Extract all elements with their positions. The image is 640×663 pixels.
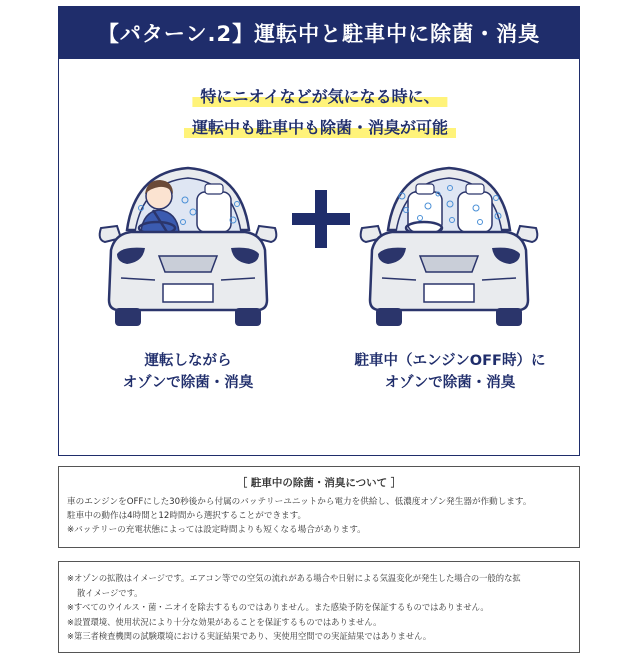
note-line: ※オゾンの拡散はイメージです。エアコン等での空気の流れがある場合や日射による気温変化が発生した場合の一般的な拡 (67, 573, 521, 583)
highlight-text-2: 運転中も駐車中も除菌・消臭が可能 (191, 118, 449, 137)
panel-title: 【パターン.2】運転中と駐車中に除菌・消臭 (97, 22, 541, 46)
parking-info-box (58, 466, 580, 548)
parked-car-icon (358, 160, 540, 332)
highlight-text-1: 特にニオイなどが気になる時に、 (200, 87, 440, 106)
caption-parked (345, 350, 555, 394)
caption-parked-line2: オゾンで除菌・消臭 (384, 375, 516, 391)
info-line: 駐車中の動作は4時間と12時間から選択することができます。 (67, 511, 307, 521)
note-line: ※第三者検査機関の試験環境における実証結果であり、実使用空間での実証結果ではありません。 (67, 631, 432, 641)
panel-header (59, 7, 579, 59)
caption-driving-line2: オゾンで除菌・消臭 (122, 375, 254, 391)
highlight-line-2 (192, 115, 448, 138)
plus-icon (290, 188, 352, 250)
car-with-driver-icon (97, 160, 279, 332)
info-line: 車のエンジンをOFFにした30秒後から付属のバッテリーユニットから電力を供給し、低濃度オゾン発生器が作動します。 (67, 497, 532, 507)
caption-parked-line1: 駐車中（エンジンOFF時）に (354, 353, 546, 369)
note-line: ※すべてのウイルス・菌・ニオイを除去するものではありません。また感染予防を保証するものではありません。 (67, 602, 489, 612)
note-line: ※設置環境、使用状況により十分な効果があることを保証するものではありません。 (67, 616, 382, 627)
info-title: ［ 駐車中の除菌・消臭について ］ (236, 477, 402, 489)
note-line-continued: 散イメージです。 (77, 587, 143, 598)
caption-driving-line1: 運転しながら (144, 353, 232, 369)
disclaimer-notes-box (58, 561, 580, 653)
highlight-line-1 (200, 84, 439, 107)
info-line: ※バッテリーの充電状態によっては設定時間よりも短くなる場合があります。 (67, 525, 366, 535)
caption-driving (100, 350, 276, 394)
